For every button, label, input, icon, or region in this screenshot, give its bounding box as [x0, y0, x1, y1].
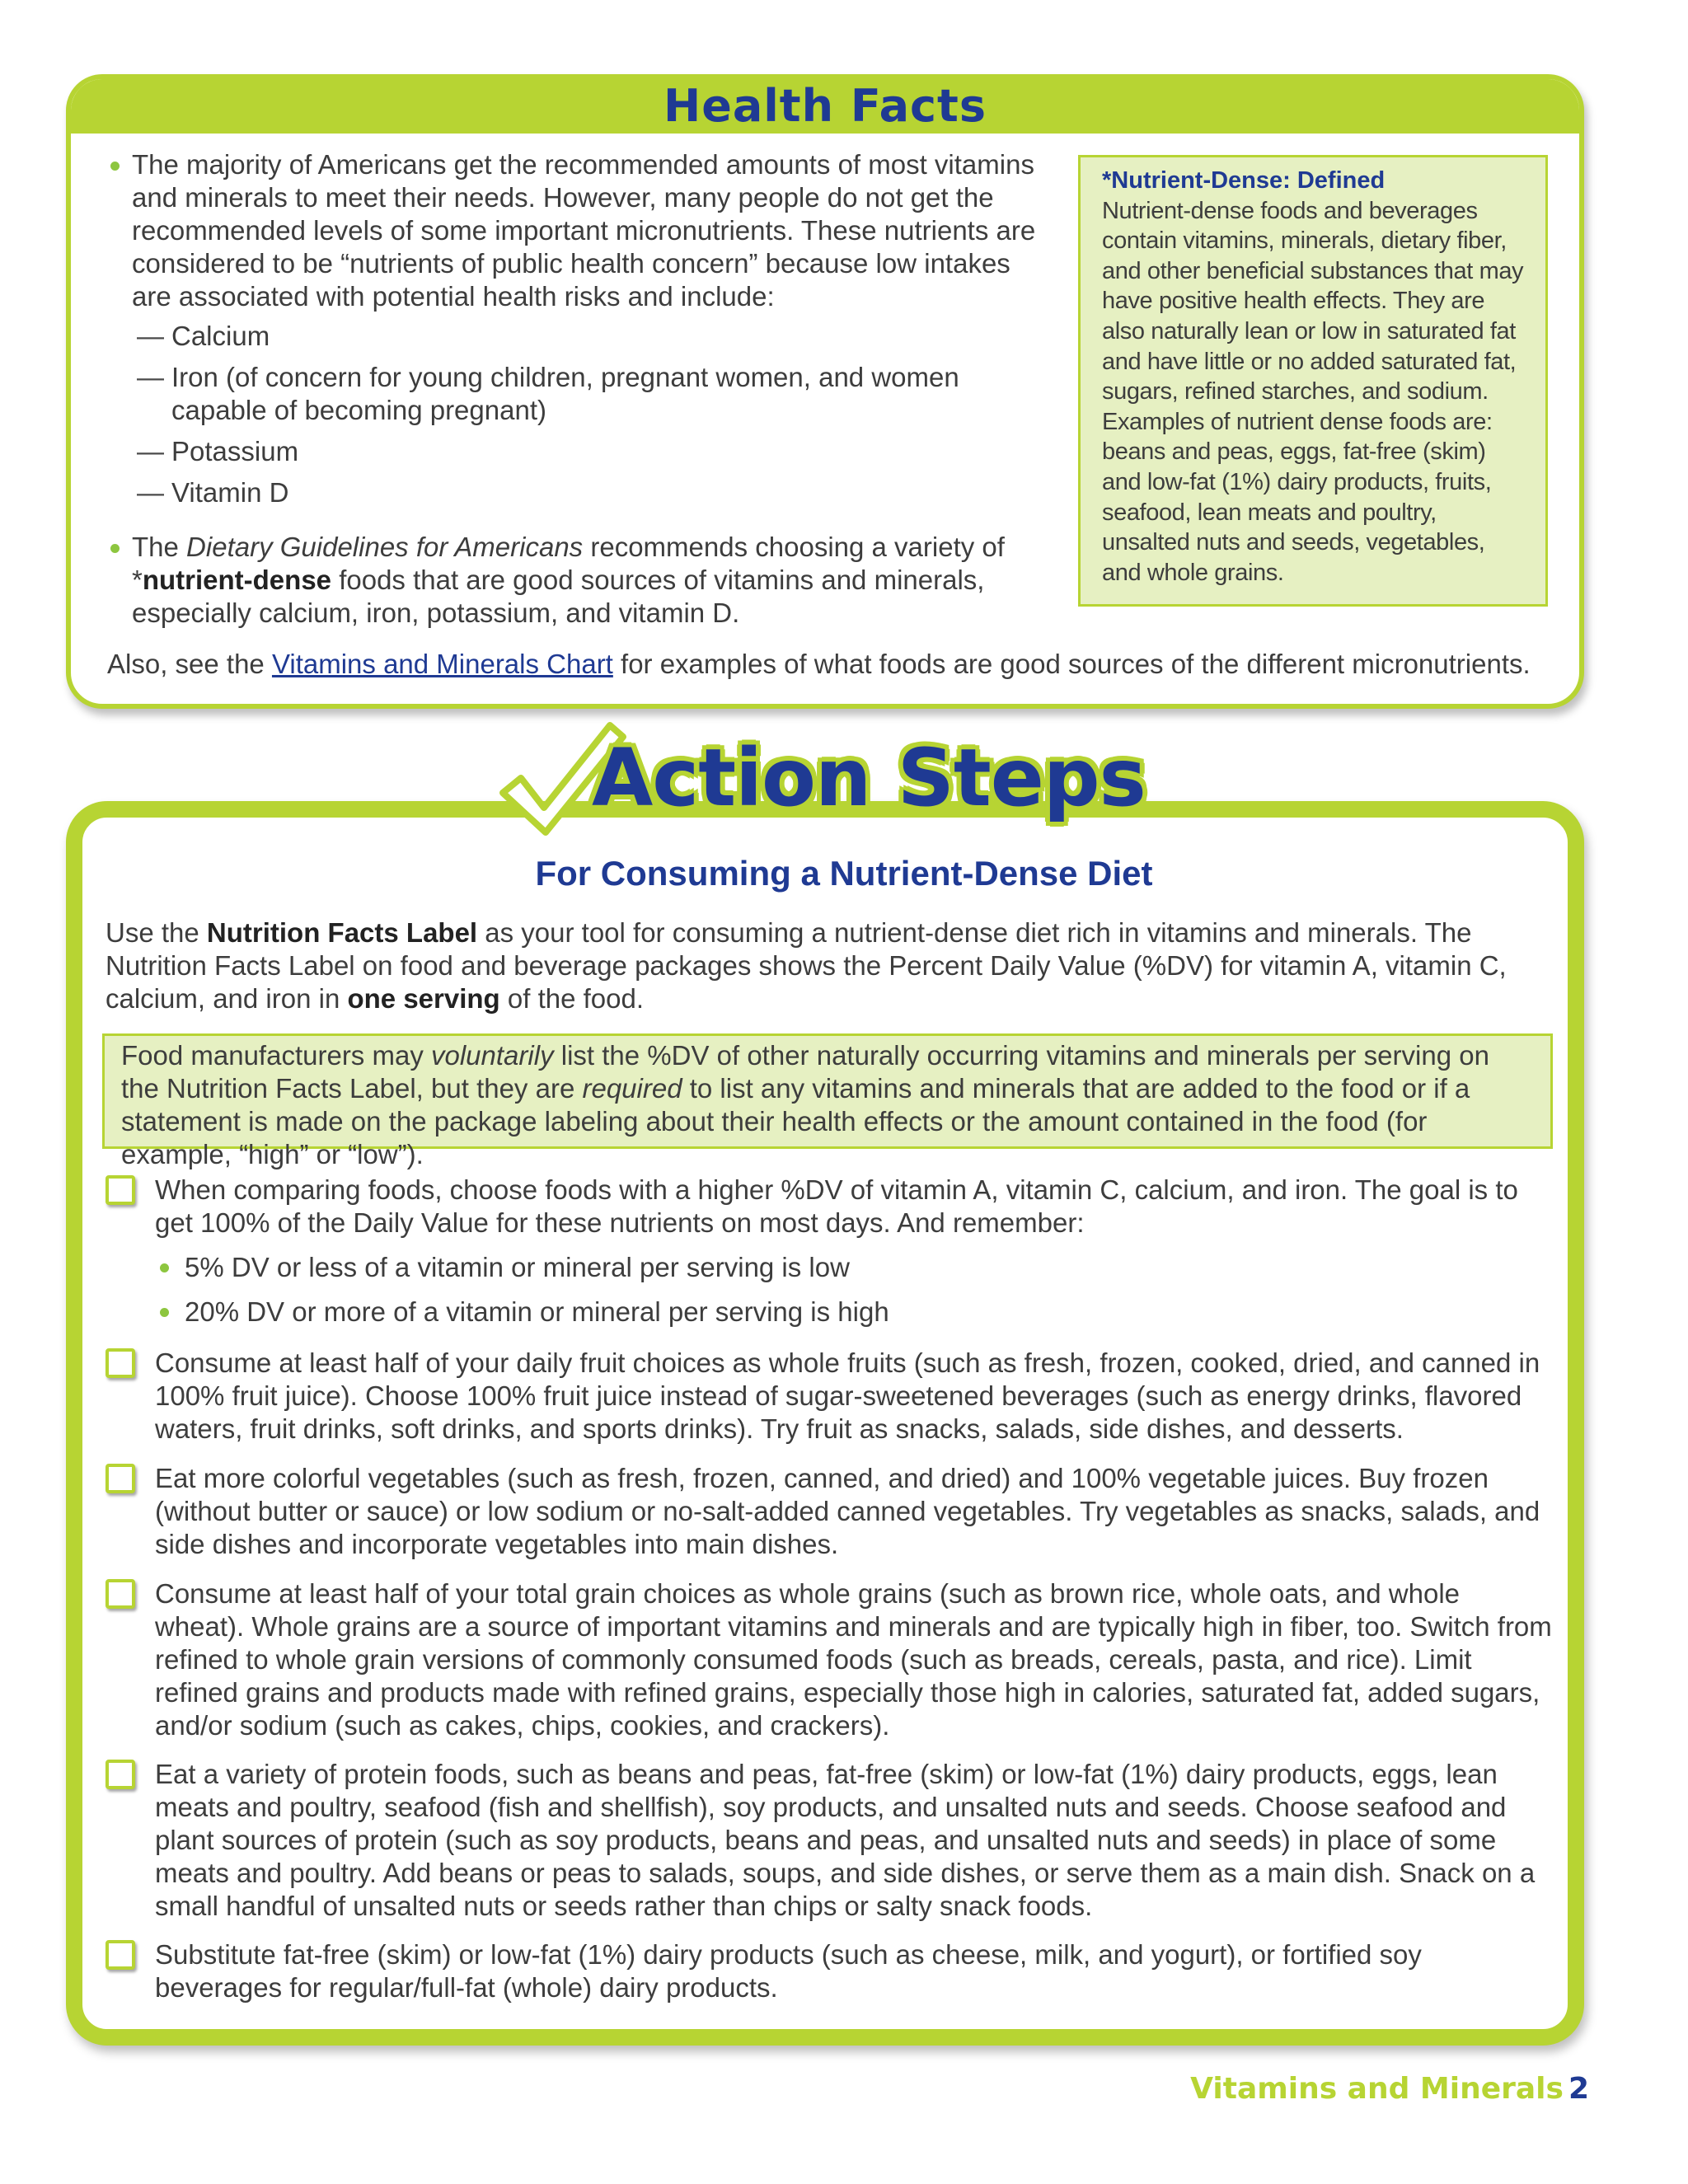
- step-checkbox[interactable]: [106, 1940, 135, 1970]
- action-step: [106, 1938, 1556, 2004]
- dv-bullet: 5% DV or less of a vitamin or mineral per serving is low: [155, 1251, 1556, 1284]
- also-text: for examples of what foods are good sources of the different micronutrients.: [612, 649, 1531, 679]
- note-text: Food manufacturers may: [121, 1040, 431, 1071]
- bullet-text: The majority of Americans get the recommended amounts of most vitamins and minerals to meet their needs. However, many people do not get the recommended levels of some important micronutrients. These nutrients are considered to be “nutrients of public health concern” because low intakes are associated with potential health risks and include:: [132, 149, 1036, 312]
- bullet-text: foods that are good sources of vitamins and minerals, especially calcium, iron, potassium, and vitamin D.: [132, 565, 985, 628]
- intro-text: Use the: [106, 917, 207, 948]
- nutrient-dense-term: nutrient-dense: [142, 565, 332, 595]
- bullet-text: The: [132, 532, 187, 562]
- action-steps-heading: [495, 717, 1146, 857]
- page-footer: [1190, 2072, 1589, 2106]
- one-serving-term: one serving: [347, 983, 500, 1014]
- step-text: Consume at least half of your daily fruit choices as whole fruits (such as fresh, frozen, cooked, dried, and canned in 100% fruit juice). Choose 100% fruit juice instead of sugar-sweetened beverages (such as energy drinks, flavored waters, fruit drinks, soft drinks, and sports drinks). Try fruit as snacks, salads, side dishes, and desserts.: [155, 1347, 1540, 1444]
- step-text: When comparing foods, choose foods with a higher %DV of vitamin A, vitamin C, calcium, and iron. The goal is to get 100% of the Daily Value for these nutrients on most days. And remember:: [155, 1174, 1518, 1238]
- definition-title: *Nutrient-Dense: Defined: [1102, 167, 1386, 194]
- health-facts-bullet: [107, 148, 1055, 313]
- step-checkbox[interactable]: [106, 1760, 135, 1789]
- nutrient-list: [137, 320, 1055, 509]
- step-text: Substitute fat-free (skim) or low-fat (1%) dairy products (such as cheese, milk, and yogurt), or fortified soy beverages for regular/full-fat (whole) dairy products.: [155, 1939, 1422, 2003]
- vitamins-chart-link[interactable]: Vitamins and Minerals Chart: [271, 649, 613, 679]
- step-checkbox[interactable]: [106, 1464, 135, 1493]
- health-facts-bullet: [107, 531, 1055, 630]
- note-text: list the %DV of other naturally occurring vitamins and minerals per serving on the Nutrition Facts Label, but they are: [121, 1040, 1489, 1104]
- action-steps-intro: [106, 916, 1556, 1015]
- list-item: — Calcium: [137, 320, 1055, 353]
- bullet-text: recommends choosing a variety of *: [132, 532, 1005, 595]
- action-step: [106, 1347, 1556, 1446]
- action-step: [106, 1174, 1556, 1329]
- health-facts-card: [66, 74, 1584, 709]
- nutrient-dense-definition-box: [1078, 155, 1548, 607]
- note-emphasis: required: [582, 1073, 682, 1104]
- health-facts-header: [71, 79, 1579, 134]
- guidelines-title: Dietary Guidelines for Americans: [186, 532, 584, 562]
- also-text: Also, see the: [107, 649, 272, 679]
- action-step: [106, 1462, 1556, 1561]
- footer-title: Vitamins and Minerals: [1190, 2072, 1564, 2106]
- also-see-line: [107, 648, 1558, 681]
- health-facts-title: Health Facts: [663, 80, 987, 132]
- definition-text: Nutrient-dense foods and beverages contain vitamins, minerals, dietary fiber, and other beneficial substances that may have positive health effects. They are also naturally lean or low in saturated fat and have little or no added saturated fat, sugars, refined starches, and sodium. Examples of nutrient dense foods are: beans and peas, eggs, fat-free (skim) and low-fat (1%) dairy products, fruits, seafood, lean meats and poultry, unsalted nuts and seeds, vegetables, and whole grains.: [1102, 197, 1524, 586]
- page-number: 2: [1568, 2072, 1589, 2106]
- nutrition-facts-label-term: Nutrition Facts Label: [206, 917, 478, 948]
- step-text: Eat more colorful vegetables (such as fresh, frozen, canned, and dried) and 100% vegetable juices. Buy frozen (without butter or sauce) or low sodium or no-salt-added canned vegetables. Try vegetables as snacks, salads, and side dishes and incorporate vegetables into main dishes.: [155, 1463, 1540, 1559]
- step-text: Consume at least half of your total grain choices as whole grains (such as brown rice, whole oats, and whole wheat). Whole grains are a source of important vitamins and minerals and are typically high in fiber, too. Switch from refined to whole grain versions of commonly consumed foods (such as breads, cereals, pasta, and rice). Limit refined grains and products made with refined grains, especially those high in calories, saturated fat, added sugars, and/or sodium (such as cakes, chips, cookies, and crackers).: [155, 1578, 1552, 1741]
- list-item: — Potassium: [137, 435, 1055, 468]
- intro-text: as your tool for consuming a nutrient-dense diet rich in vitamins and minerals. The Nutrition Facts Label on food and beverage packages shows the Percent Daily Value (%DV) for vitamin A, vitamin C, calcium, and iron in: [106, 917, 1507, 1014]
- action-steps-subtitle: For Consuming a Nutrient-Dense Diet: [535, 854, 1153, 893]
- dv-bullet: 20% DV or more of a vitamin or mineral per serving is high: [155, 1296, 1556, 1329]
- action-step: [106, 1577, 1556, 1742]
- manufacturer-note-box: [102, 1033, 1553, 1169]
- note-text: to list any vitamins and minerals that are added to the food or if a statement is made on the package labeling about their health effects or the amount contained in the food (for example, “high” or “low”).: [121, 1073, 1470, 1169]
- action-step: [106, 1758, 1556, 1923]
- action-steps-title: Action Steps: [592, 732, 1146, 824]
- step-checkbox[interactable]: [106, 1175, 135, 1205]
- step-checkbox[interactable]: [106, 1579, 135, 1609]
- step-text: Eat a variety of protein foods, such as beans and peas, fat-free (skim) or low-fat (1%) dairy products, eggs, lean meats and poultry, seafood (fish and shellfish), soy products, and unsalted nuts and seeds. Choose seafood and plant sources of protein (such as soy products, beans and peas, and unsalted nuts and seeds) in place of some meats and poultry. Add beans or peas to salads, soups, and side dishes, or serve them as a main dish. Snack on a small handful of unsalted nuts or seeds rather than chips or salty snack foods.: [155, 1759, 1536, 1921]
- list-item: — Iron (of concern for young children, pregnant women, and women capable of becoming pregnant): [137, 361, 1055, 427]
- health-facts-content: [107, 148, 1055, 630]
- list-item: — Vitamin D: [137, 476, 1055, 509]
- note-emphasis: voluntarily: [431, 1040, 554, 1071]
- intro-text: of the food.: [499, 983, 645, 1014]
- step-checkbox[interactable]: [106, 1348, 135, 1378]
